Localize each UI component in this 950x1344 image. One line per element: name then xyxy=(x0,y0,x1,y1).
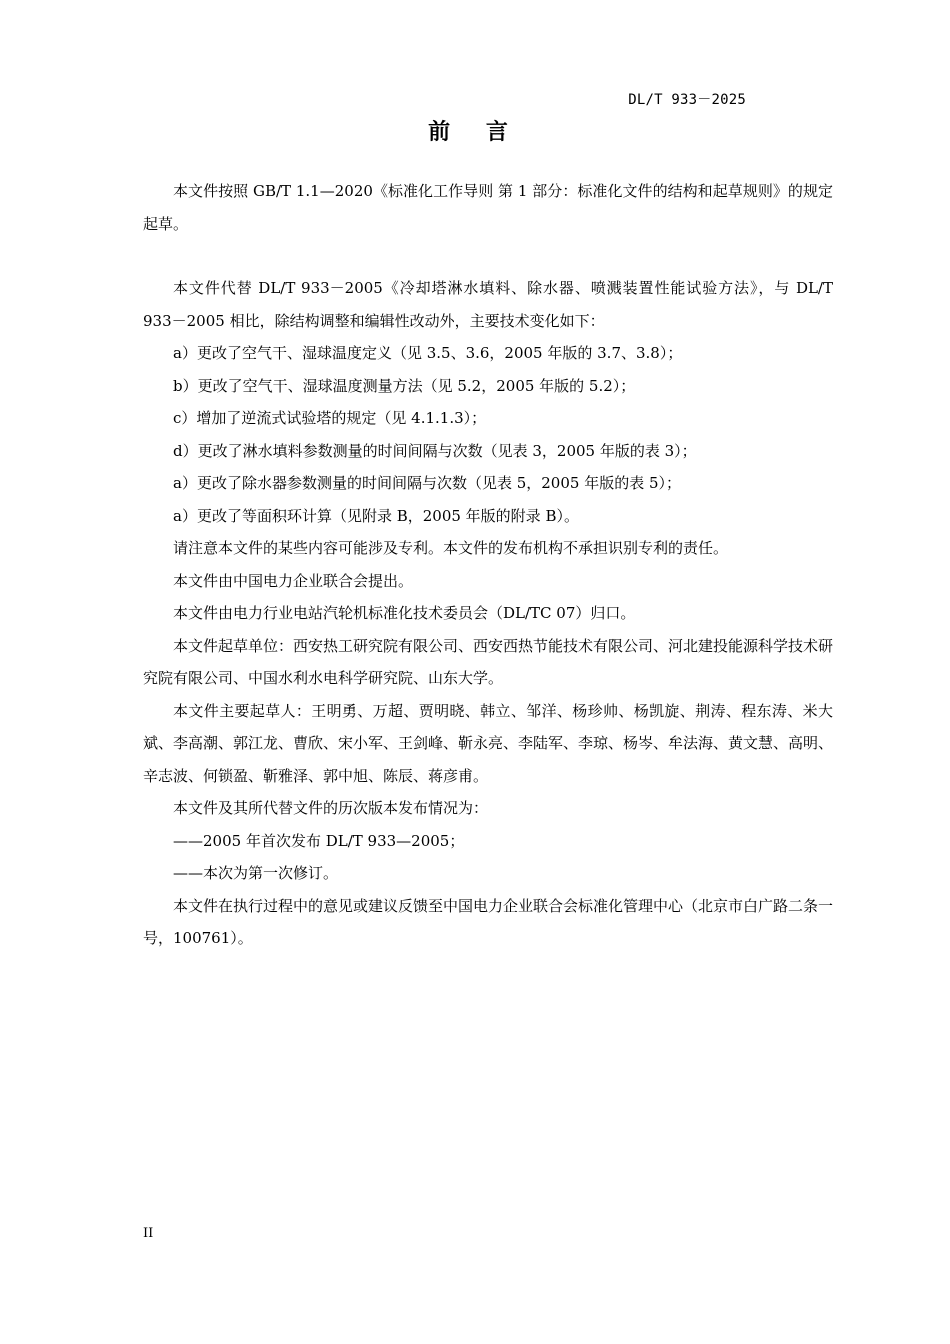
document-body xyxy=(143,175,833,955)
paragraph-patent-notice: 请注意本文件的某些内容可能涉及专利。本文件的发布机构不承担识别专利的责任。 xyxy=(173,539,729,557)
list-item-change-d: d）更改了淋水填料参数测量的时间间隔与次数（见表 3，2005 年版的表 3）； xyxy=(173,441,697,460)
paragraph-history-intro: 本文件及其所代替文件的历次版本发布情况为： xyxy=(173,799,489,817)
paragraph-gap xyxy=(143,240,833,272)
paragraph-replacement: 本文件代替 DL/T 933－2005《冷却塔淋水填料、除水器、喷溅装置性能试验方法》，与 DL/T 933－2005 相比，除结构调整和编辑性改动外，主要技术变化如下： xyxy=(143,279,833,330)
list-item-change-a2: a）更改了除水器参数测量的时间间隔与次数（见表 5，2005 年版的表 5）； xyxy=(173,474,682,492)
list-item-change-a1: a）更改了空气干、湿球温度定义（见 3.5、3.6，2005 年版的 3.7、3.8）； xyxy=(173,344,683,362)
paragraph-committee: 本文件由电力行业电站汽轮机标准化技术委员会（DL/TC 07）归口。 xyxy=(173,604,636,622)
page-title: 前 言 xyxy=(428,120,522,145)
list-item-history-revision: ——本次为第一次修订。 xyxy=(173,864,339,882)
paragraph-drafters: 本文件主要起草人：王明勇、万超、贾明晓、韩立、邹洋、杨珍帅、杨凯旋、荆涛、程东涛、米大斌、李高潮、郭江龙、曹欣、宋小军、王剑峰、靳永亮、李陆军、李琼、杨岑、牟法海、黄文慧、高明、辛志波、何锁盈、靳雅泽、郭中旭、陈辰、蒋彦甫。 xyxy=(143,701,834,785)
paragraph-feedback: 本文件在执行过程中的意见或建议反馈至中国电力企业联合会标准化管理中心（北京市白广路二条一号，100761）。 xyxy=(143,896,834,947)
paragraph-drafting-rules: 本文件按照 GB/T 1.1—2020《标准化工作导则 第 1 部分：标准化文件的结构和起草规则》的规定起草。 xyxy=(143,182,833,233)
list-item-change-b: b）更改了空气干、湿球温度测量方法（见 5.2，2005 年版的 5.2）； xyxy=(173,376,636,395)
list-item-change-c: c）增加了逆流式试验塔的规定（见 4.1.1.3）； xyxy=(173,409,487,427)
list-item-change-a3: a）更改了等面积环计算（见附录 B，2005 年版的附录 B）。 xyxy=(173,506,579,525)
page-number: II xyxy=(143,1226,154,1241)
document-code: DL/T 933－2025 xyxy=(628,92,746,108)
paragraph-drafting-units: 本文件起草单位：西安热工研究院有限公司、西安西热节能技术有限公司、河北建投能源科学技术研究院有限公司、中国水利水电科学研究院、山东大学。 xyxy=(143,636,834,687)
paragraph-proposer: 本文件由中国电力企业联合会提出。 xyxy=(173,571,414,590)
list-item-history-2005: ——2005 年首次发布 DL/T 933—2005； xyxy=(173,831,465,850)
